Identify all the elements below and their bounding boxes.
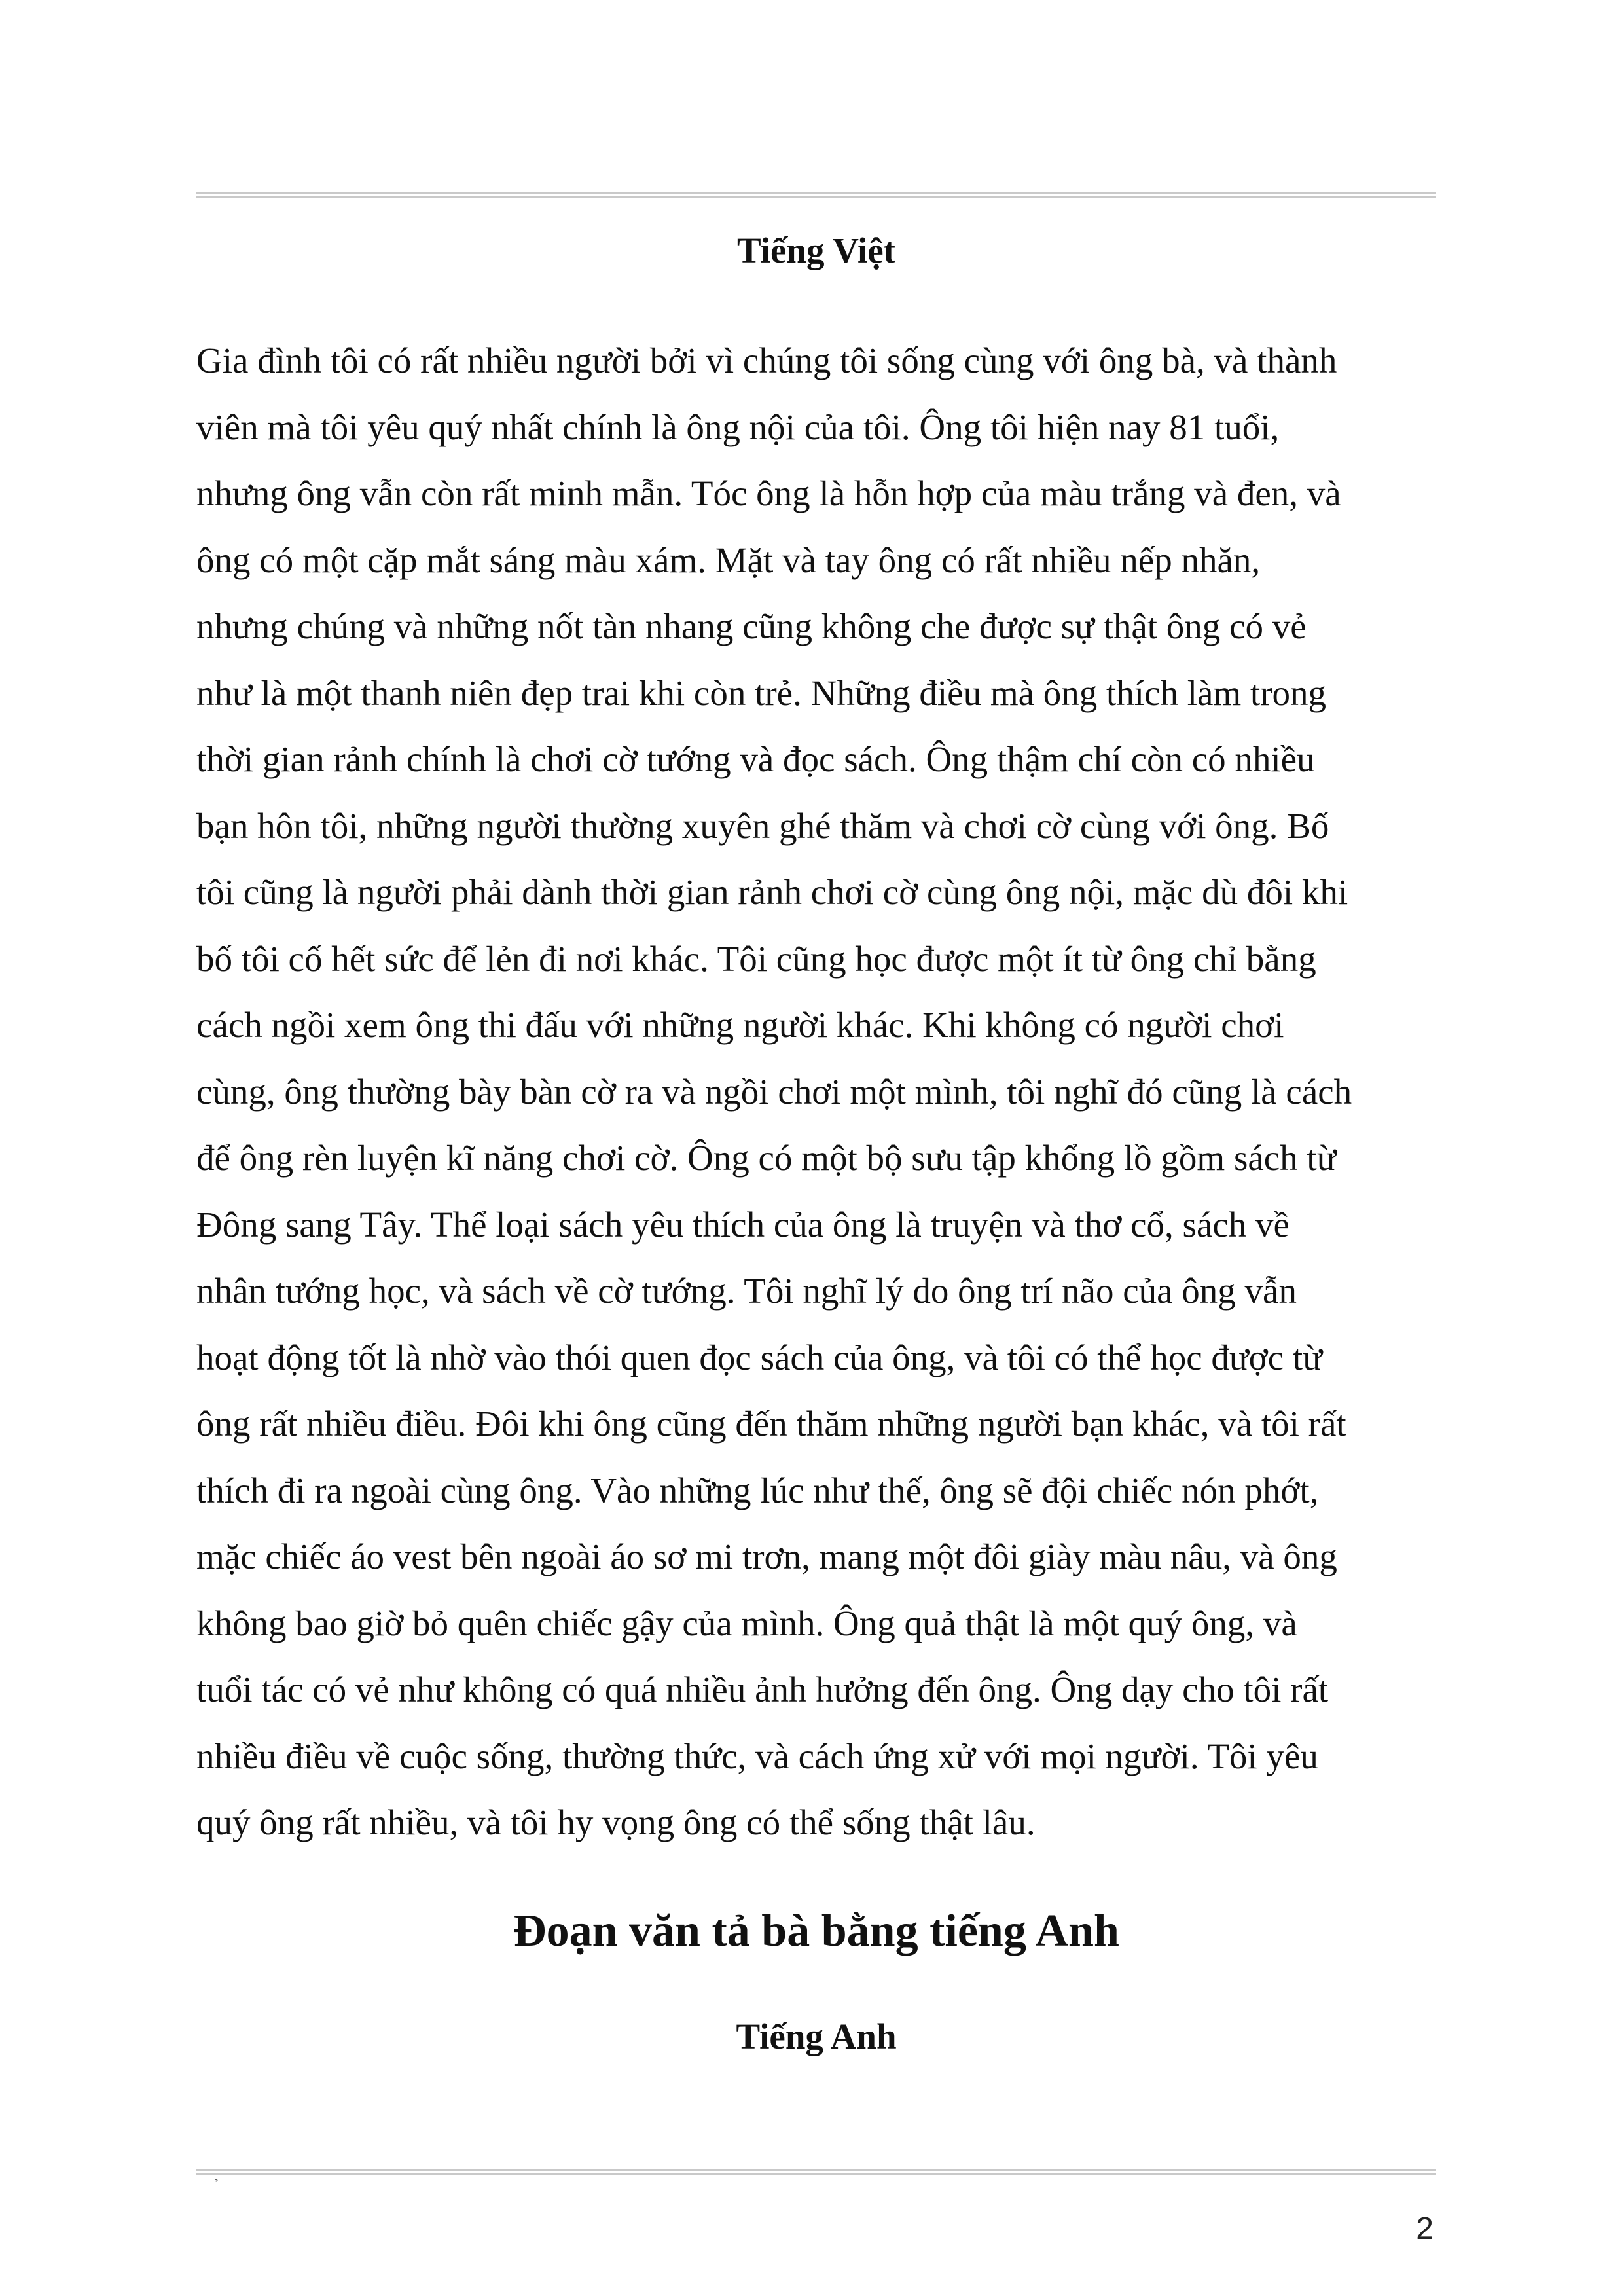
paragraph-line: nhưng ông vẫn còn rất minh mẫn. Tóc ông là hỗn hợp của màu trắng và đen, và <box>196 473 1341 513</box>
paragraph-line: nhưng chúng và những nốt tàn nhang cũng không che được sự thật ông có vẻ <box>196 606 1307 646</box>
footer-rule <box>196 2169 1436 2175</box>
paragraph-line: bố tôi cố hết sức để lẻn đi nơi khác. Tôi cũng học được một ít từ ông chỉ bằng <box>196 938 1316 979</box>
main-heading: Đoạn văn tả bà bằng tiếng Anh <box>513 1906 1119 1956</box>
paragraph-line: cách ngồi xem ông thi đấu với những người khác. Khi không có người chơi <box>196 1005 1284 1045</box>
paragraph-line: cùng, ông thường bày bàn cờ ra và ngồi chơi một mình, tôi nghĩ đó cũng là cách <box>196 1071 1352 1112</box>
paragraph-line: hoạt động tốt là nhờ vào thói quen đọc sách của ông, và tôi có thể học được từ <box>196 1337 1323 1377</box>
paragraph-line: như là một thanh niên đẹp trai khi còn trẻ. Những điều mà ông thích làm trong <box>196 672 1327 713</box>
header-rule <box>196 192 1436 198</box>
paragraph-line: Gia đình tôi có rất nhiều người bởi vì chúng tôi sống cùng với ông bà, và thành <box>196 340 1337 380</box>
paragraph-line: nhiều điều về cuộc sống, thường thức, và cách ứng xử với mọi người. Tôi yêu <box>196 1736 1318 1776</box>
paragraph-line: thời gian rảnh chính là chơi cờ tướng và đọc sách. Ông thậm chí còn có nhiều <box>196 739 1315 779</box>
paragraph-line: mặc chiếc áo vest bên ngoài áo sơ mi trơn, mang một đôi giày màu nâu, và ông <box>196 1537 1337 1576</box>
section-heading-english: Tiếng Anh <box>736 2016 897 2056</box>
paragraph-line: không bao giờ bỏ quên chiếc gậy của mình. Ông quả thật là một quý ông, và <box>196 1603 1297 1643</box>
paragraph-line: tôi cũng là người phải dành thời gian rảnh chơi cờ cùng ông nội, mặc dù đôi khi <box>196 872 1348 912</box>
paragraph-line: thích đi ra ngoài cùng ông. Vào những lúc như thế, ông sẽ đội chiếc nón phớt, <box>196 1470 1319 1510</box>
paragraph-line: quý ông rất nhiều, và tôi hy vọng ông có thể sống thật lâu. <box>196 1802 1036 1842</box>
page-number: 2 <box>1416 2212 1434 2246</box>
paragraph-line: Đông sang Tây. Thể loại sách yêu thích của ông là truyện và thơ cổ, sách về <box>196 1204 1290 1245</box>
paragraph-line: tuổi tác có vẻ như không có quá nhiều ảnh hưởng đến ông. Ông dạy cho tôi rất <box>196 1669 1329 1709</box>
paragraph-line: viên mà tôi yêu quý nhất chính là ông nội của tôi. Ông tôi hiện nay 81 tuổi, <box>196 407 1280 447</box>
paragraph-line: để ông rèn luyện kĩ năng chơi cờ. Ông có một bộ sưu tập khổng lồ gồm sách từ <box>196 1138 1337 1178</box>
paragraph-line: ông rất nhiều điều. Đôi khi ông cũng đến thăm những người bạn khác, và tôi rất <box>196 1404 1346 1444</box>
paragraph-line: nhân tướng học, và sách về cờ tướng. Tôi nghĩ lý do ông trí não của ông vẫn <box>196 1271 1297 1311</box>
section-heading-vietnamese: Tiếng Việt <box>737 230 895 270</box>
paragraph-line: ông có một cặp mắt sáng màu xám. Mặt và tay ông có rất nhiều nếp nhăn, <box>196 539 1261 580</box>
paragraph-line: bạn hôn tôi, những người thường xuyên ghé thăm và chơi cờ cùng với ông. Bố <box>196 805 1329 846</box>
body-paragraph <box>196 327 1436 1856</box>
